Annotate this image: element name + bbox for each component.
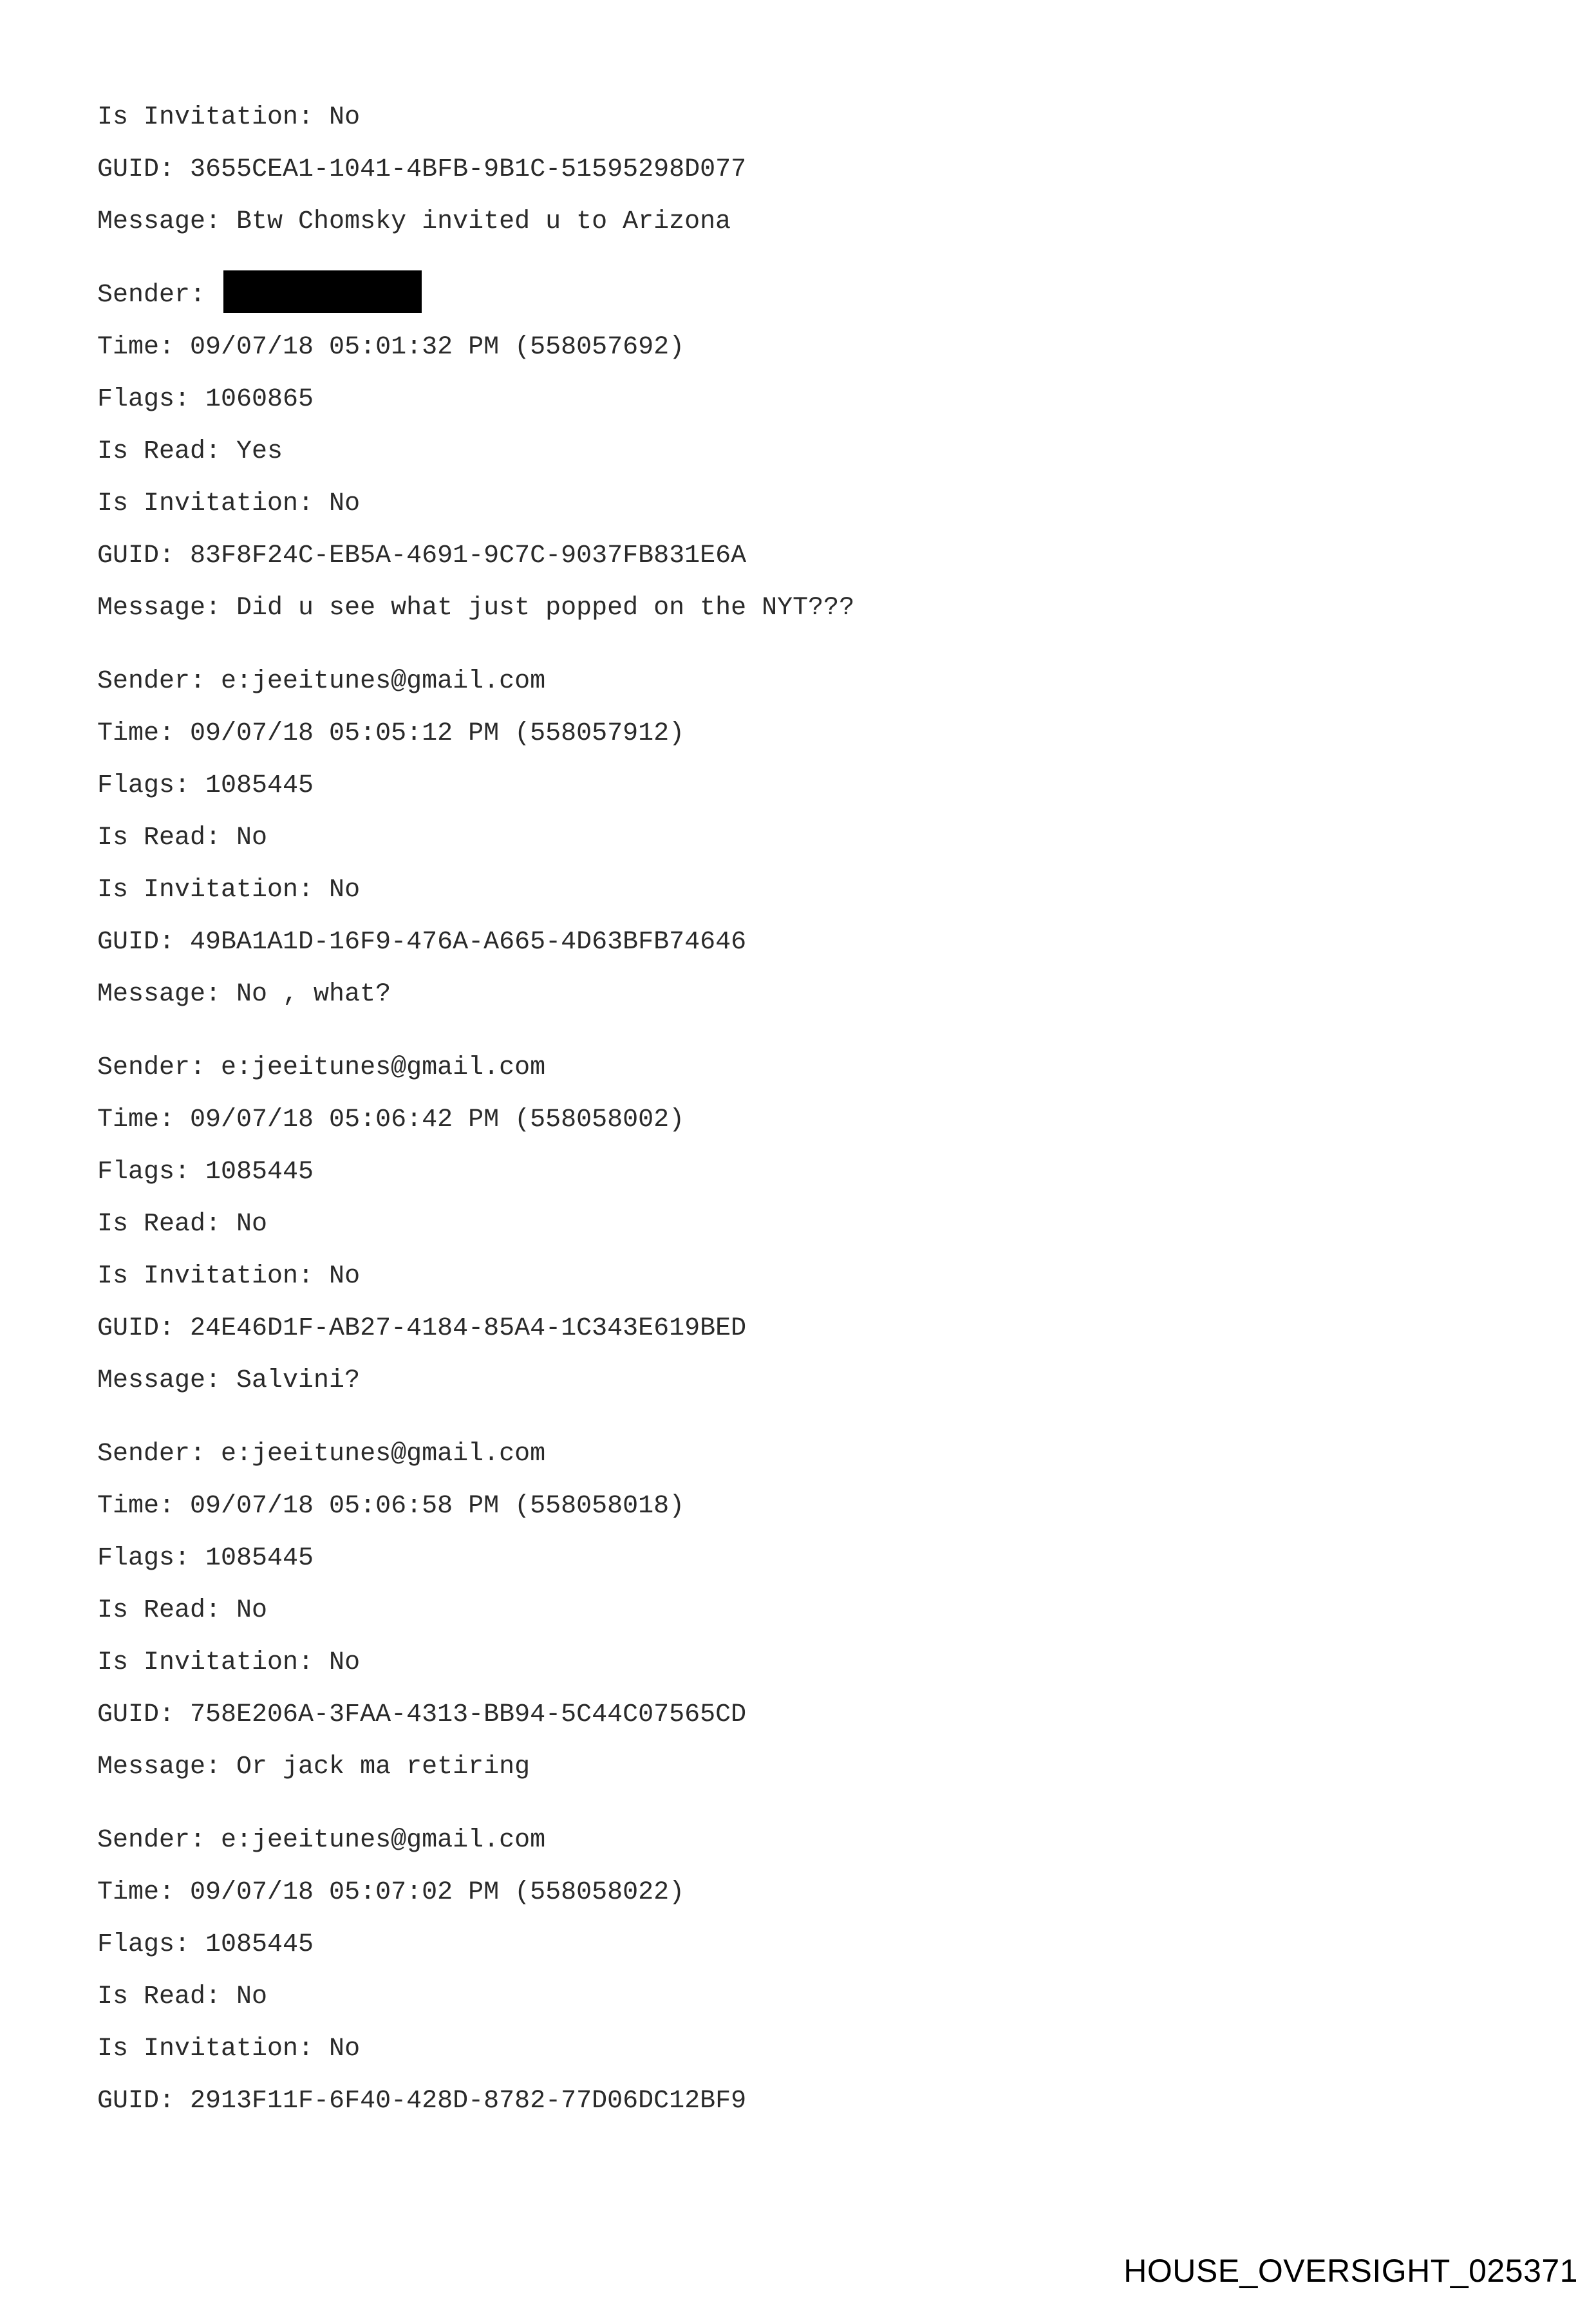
message-line: Message: Salvini? bbox=[97, 1366, 361, 1395]
flags-line: Flags: 1085445 bbox=[97, 1158, 314, 1187]
sender-label: Sender: bbox=[97, 281, 206, 310]
guid-line: GUID: 49BA1A1D-16F9-476A-A665-4D63BFB74646 bbox=[97, 928, 747, 957]
flags-line: Flags: 1060865 bbox=[97, 385, 314, 414]
is-read-line: Is Read: No bbox=[97, 823, 268, 852]
flags-line: Flags: 1085445 bbox=[97, 771, 314, 800]
bates-number: HOUSE_OVERSIGHT_025371 bbox=[1123, 2253, 1578, 2289]
record-gap bbox=[97, 1793, 1514, 1814]
sender-line: Sender: e:jeeitunes@gmail.com bbox=[97, 667, 546, 696]
time-line: Time: 09/07/18 05:06:58 PM (558058018) bbox=[97, 1492, 685, 1521]
sender-line bbox=[97, 269, 1514, 321]
is-invitation-line: Is Invitation: No bbox=[97, 103, 361, 132]
time-line: Time: 09/07/18 05:05:12 PM (558057912) bbox=[97, 719, 685, 748]
message-line: Message: Or jack ma retiring bbox=[97, 1753, 530, 1781]
record-gap bbox=[97, 1020, 1514, 1042]
time-line: Time: 09/07/18 05:07:02 PM (558058022) bbox=[97, 1878, 685, 1907]
sender-line: Sender: e:jeeitunes@gmail.com bbox=[97, 1440, 546, 1469]
is-read-line: Is Read: No bbox=[97, 1596, 268, 1625]
is-read-line: Is Read: No bbox=[97, 1982, 268, 2011]
is-invitation-line: Is Invitation: No bbox=[97, 876, 361, 905]
message-record bbox=[97, 91, 1514, 248]
guid-line: GUID: 3655CEA1-1041-4BFB-9B1C-51595298D077 bbox=[97, 155, 747, 184]
is-invitation-line: Is Invitation: No bbox=[97, 2035, 361, 2063]
message-record bbox=[97, 1814, 1514, 2127]
is-invitation-line: Is Invitation: No bbox=[97, 489, 361, 518]
message-record bbox=[97, 1042, 1514, 1407]
time-line: Time: 09/07/18 05:06:42 PM (558058002) bbox=[97, 1105, 685, 1134]
guid-line: GUID: 2913F11F-6F40-428D-8782-77D06DC12BF9 bbox=[97, 2087, 747, 2116]
time-line: Time: 09/07/18 05:01:32 PM (558057692) bbox=[97, 333, 685, 362]
message-line: Message: Did u see what just popped on the NYT??? bbox=[97, 594, 855, 623]
record-gap bbox=[97, 1407, 1514, 1428]
message-record bbox=[97, 1428, 1514, 1793]
sender-line: Sender: e:jeeitunes@gmail.com bbox=[97, 1826, 546, 1855]
guid-line: GUID: 83F8F24C-EB5A-4691-9C7C-9037FB831E6A bbox=[97, 541, 747, 570]
message-line: Message: No , what? bbox=[97, 980, 391, 1009]
redaction-box bbox=[223, 270, 422, 313]
message-record bbox=[97, 269, 1514, 634]
record-gap bbox=[97, 634, 1514, 655]
record-gap bbox=[97, 248, 1514, 269]
sender-line: Sender: e:jeeitunes@gmail.com bbox=[97, 1053, 546, 1082]
message-record bbox=[97, 655, 1514, 1020]
guid-line: GUID: 24E46D1F-AB27-4184-85A4-1C343E619BED bbox=[97, 1314, 747, 1343]
guid-line: GUID: 758E206A-3FAA-4313-BB94-5C44C07565CD bbox=[97, 1700, 747, 1729]
flags-line: Flags: 1085445 bbox=[97, 1544, 314, 1573]
message-log bbox=[97, 91, 1514, 2127]
is-read-line: Is Read: Yes bbox=[97, 437, 283, 466]
flags-line: Flags: 1085445 bbox=[97, 1930, 314, 1959]
is-invitation-line: Is Invitation: No bbox=[97, 1262, 361, 1291]
is-read-line: Is Read: No bbox=[97, 1210, 268, 1239]
is-invitation-line: Is Invitation: No bbox=[97, 1648, 361, 1677]
message-line: Message: Btw Chomsky invited u to Arizona bbox=[97, 207, 731, 236]
